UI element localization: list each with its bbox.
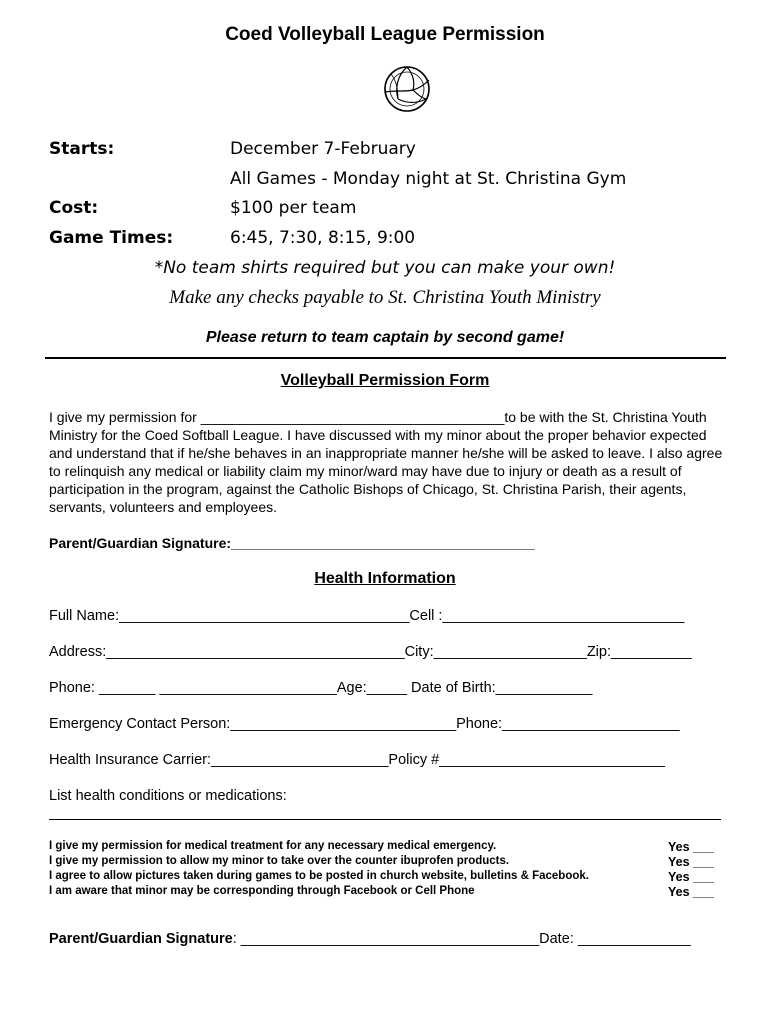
yes-checkline-pictures[interactable]: Yes ___: [668, 870, 714, 884]
permission-form-title: Volleyball Permission Form: [280, 372, 490, 389]
yes-checkline-contact[interactable]: Yes ___: [668, 885, 714, 899]
final-signature-label: Parent/Guardian Signature: [49, 931, 233, 947]
shirts-note: *No team shirts required but you can make your own!: [154, 258, 616, 278]
game-times-value: 6:45, 7:30, 8:15, 9:00: [230, 228, 416, 248]
health-information-title: Health Information: [314, 570, 456, 587]
emergency-contact-field[interactable]: Emergency Contact Person:____________________________Phone:______________________: [49, 716, 680, 732]
cost-value: $100 per team: [230, 198, 357, 218]
section-divider: [45, 357, 726, 359]
game-times-label: Game Times:: [49, 228, 174, 248]
yes-checkline-ibuprofen[interactable]: Yes ___: [668, 855, 714, 869]
page-title: Coed Volleyball League Permission: [225, 24, 545, 45]
health-conditions-label: List health conditions or medications:: [49, 788, 287, 804]
starts-value: December 7-February: [230, 139, 416, 159]
return-note: Please return to team captain by second game!: [205, 329, 565, 346]
guardian-signature-line[interactable]: Parent/Guardian Signature:_______________________________________: [49, 535, 535, 551]
final-signature-blank[interactable]: : _____________________________________Date: ______________: [232, 931, 691, 947]
health-conditions-line[interactable]: [49, 819, 721, 820]
cost-label: Cost:: [49, 198, 99, 218]
final-signature-date-line[interactable]: [49, 931, 691, 947]
volleyball-icon: [382, 64, 432, 114]
permission-paragraph: I give my permission for _______________________________________to be with the St. Christina Youth Ministry for the Coed Softball League. I have discussed with my minor about the proper behavior expected and understand that if he/she behaves in an inappropriate manner he/she will be asked to leave. I also agree to relinquish any medical or liability claim my minor/ward may have due to injury or death as a result of participation in the program, against the Catholic Bishops of Chicago, St. Christina Parish, their agents, servants, volunteers and employees.: [49, 409, 723, 515]
starts-label: Starts:: [49, 139, 115, 159]
permission-item-medical: I give my permission for medical treatment for any necessary medical emergency.: [49, 840, 497, 852]
permission-item-contact: I am aware that minor may be corresponding through Facebook or Cell Phone: [49, 885, 475, 897]
permission-item-pictures: I agree to allow pictures taken during games to be posted in church website, bulletins & Facebook.: [49, 870, 589, 882]
yes-checkline-medical[interactable]: Yes ___: [668, 840, 714, 854]
checks-note: Make any checks payable to St. Christina Youth Ministry: [169, 287, 601, 308]
address-city-zip-field[interactable]: Address:_____________________________________City:___________________Zip:__________: [49, 644, 692, 660]
insurance-policy-field[interactable]: Health Insurance Carrier:______________________Policy #____________________________: [49, 752, 665, 768]
phone-age-dob-field[interactable]: Phone: _______ ______________________Age:_____ Date of Birth:____________: [49, 680, 593, 696]
games-location: All Games - Monday night at St. Christina Gym: [230, 169, 627, 189]
full-name-cell-field[interactable]: Full Name:____________________________________Cell :______________________________: [49, 608, 685, 624]
permission-item-ibuprofen: I give my permission to allow my minor to take over the counter ibuprofen products.: [49, 855, 510, 867]
